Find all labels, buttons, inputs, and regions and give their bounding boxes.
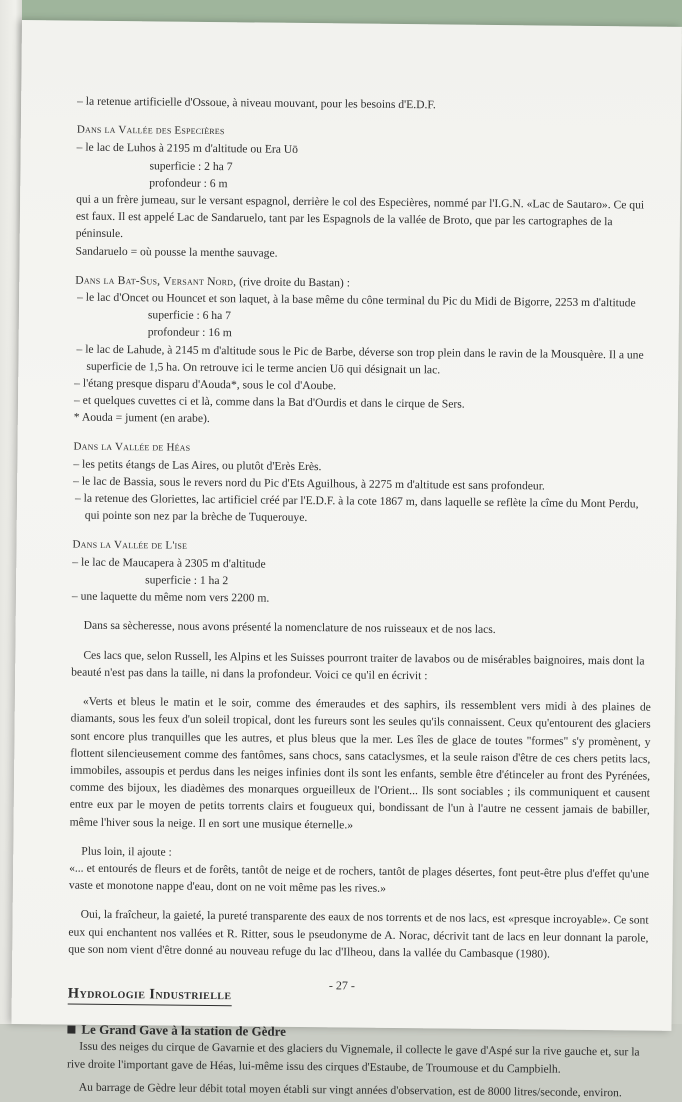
heas-heading: Dans la Vallée de Héas bbox=[73, 440, 191, 454]
cuvettes-line: – et quelques cuvettes ci et là, comme dans la Bat d'Ourdis et dans le cirque de Sers. bbox=[73, 393, 465, 411]
barrage-paragraph: Au barrage de Gèdre leur débit total moyen établi sur vingt années d'observation, est de 8000 litres/seconde, environ. bbox=[78, 1080, 622, 1100]
secheresse-paragraph: Dans sa sècheresse, nous avons présenté la nomenclature de nos ruisseaux et de nos lacs. bbox=[83, 619, 496, 637]
luhos-profondeur: profondeur : 6 m bbox=[149, 176, 228, 190]
batsus-heading-tail: (rive droite du Bastan) : bbox=[236, 275, 351, 290]
laquette-line: – une laquette du même nom vers 2200 m. bbox=[71, 589, 270, 605]
ossoue-line: – la retenue artificielle d'Ossoue, à niveau mouvant, pour les besoins d'E.D.F. bbox=[77, 94, 436, 112]
maucapera-line: – le lac de Maucapera à 2305 m d'altitude bbox=[72, 555, 266, 571]
page-number: - 27 - bbox=[328, 978, 355, 993]
especieres-heading: Dans la Vallée des Especières bbox=[76, 123, 225, 138]
aouda-footnote: * Aouda = jument (en arabe). bbox=[73, 411, 210, 426]
oncet-superficie: superficie : 6 ha 7 bbox=[147, 308, 232, 323]
book-page bbox=[11, 20, 681, 1100]
oncet-line: – le lac d'Oncet ou Houncet et son laquet, à la base même du cône terminal du Pic du Midi de Bigorre, 2253 m d'altitude bbox=[77, 290, 636, 310]
fraicheur-paragraph: Oui, la fraîcheur, la gaieté, la pureté transparente des eaux de nos torrents et de nos lacs, est «presque incroyable». Ce sont eux qui enchantent nos vallées et R. Ritter, sous le pseudonyme de A. Norac, décrivit tant de lacs en leur donnant la parole, que son nom vient d'être donné au nouveau refuge du lac d'Ilheou, dans la vallée du Cambasque (1980). bbox=[68, 907, 649, 961]
jumeau-paragraph: qui a un frère jumeau, sur le versant espagnol, derrière le col des Especières, nommé par l'I.G.N. «Lac de Sautaro». Ce qui est faux. Il est appelé Lac de Sandaruelo, tant par les Espagnols de la vallée de Broto, que par les cartographes de la péninsule. bbox=[75, 192, 645, 241]
lahude-line: – le lac de Lahude, à 2145 m d'altitude sous le Pic de Barbe, déverse son trop plein dans le ravin de la Mousquère. Il a une superficie de 1,5 ha. On retrouve ici le terme ancien Uō qui désignait un lac. bbox=[76, 342, 644, 377]
russell-quote-2: «... et entourés de fleurs et de forêts, tantôt de neige et de rochers, tantôt de plages désertes, font peut-être plus d'effet qu'une vaste et monotone nappe d'eau, dont on ne voit même pas les rives.» bbox=[68, 861, 650, 895]
section-title: Hydrologie Industrielle bbox=[68, 985, 232, 1006]
gave-heading-text: Le Grand Gave à la station de Gèdre bbox=[81, 1021, 287, 1039]
maucapera-superficie: superficie : 1 ha 2 bbox=[145, 573, 229, 588]
bassia-line: – le lac de Bassia, sous le revers nord du Pic d'Ets Aguilhous, à 2275 m d'altitude est sans profondeur. bbox=[73, 474, 545, 493]
aouda-line: – l'étang presque disparu d'Aouda*, sous le col d'Aoube. bbox=[74, 376, 337, 393]
luhos-line: – le lac de Luhos à 2195 m d'altitude ou Era Uō bbox=[76, 140, 299, 157]
page-content bbox=[67, 93, 657, 1102]
plus-loin-line: Plus loin, il ajoute : bbox=[81, 844, 172, 859]
russell-paragraph: Ces lacs que, selon Russell, les Alpins et les Suisses pourront traiter de lavabos ou de misérables baignoires, mais dont la beauté n'est pas dans la taille, ni dans la profondeur. Voici ce qu'il en écrivit : bbox=[71, 648, 645, 683]
batsus-heading-caps: Dans la Bat-Sus, Versant Nord, bbox=[75, 273, 237, 289]
luhos-superficie: superficie : 2 ha 7 bbox=[149, 158, 233, 173]
gloriettes-line: – la retenue des Gloriettes, lac artificiel créé par l'E.D.F. à la cote 1867 m, dans laquelle se reflète la cîme du Mont Perdu, qui pointe son nez par la brèche de Tuquerouye. bbox=[74, 491, 639, 525]
oncet-profondeur: profondeur : 16 m bbox=[147, 325, 232, 340]
lise-heading: Dans la Vallée de L'ise bbox=[72, 538, 188, 552]
square-bullet-icon bbox=[67, 1026, 75, 1034]
sandaruelo-line: Sandaruelo = où pousse la menthe sauvage. bbox=[75, 244, 278, 260]
russell-quote: «Verts et bleus le matin et le soir, comme des émeraudes et des saphirs, ils ressemblent vers midi à des plaines de diamants, sous les feux d'un soleil tropical, dont les fureurs sont les seules qu'ils connaissent. Ceux qu'entourent des glaciers sont encore plus tranquilles que les autres, et plus bleus que la mer. Les îles de glace de toutes "formes" s'y promènent, y flottent silencieusement comme des fantômes, sans chocs, sans cataclysmes, et la seule raison d'être de ces chers petits lacs, immobiles, assoupis et perdus dans les neiges infinies dont ils sont les enfants, semble être d'étinceler au front des Pyrénées, comme des bijoux, les diadèmes des monarques orgueilleux de l'Orient... Ils sont sociables ; ils communiquent et causent entre eux par le moyen de petits torrents clairs et fougueux qui, bondissant de l'un à l'autre ne cessent jamais de babiller, même l'hiver sous la neige. Il en sort une musique éternelle.» bbox=[69, 694, 651, 832]
gave-paragraph: Issu des neiges du cirque de Gavarnie et des glaciers du Vignemale, il collecte le gave d'Aspé sur la rive gauche et, sur la rive droite l'important gave de Héas, lui-même issu des cirques d'Estaube, de Troumouse et du Campbielh. bbox=[67, 1040, 640, 1076]
aires-line: – les petits étangs de Las Aires, ou plutôt d'Erès Erès. bbox=[73, 457, 322, 474]
